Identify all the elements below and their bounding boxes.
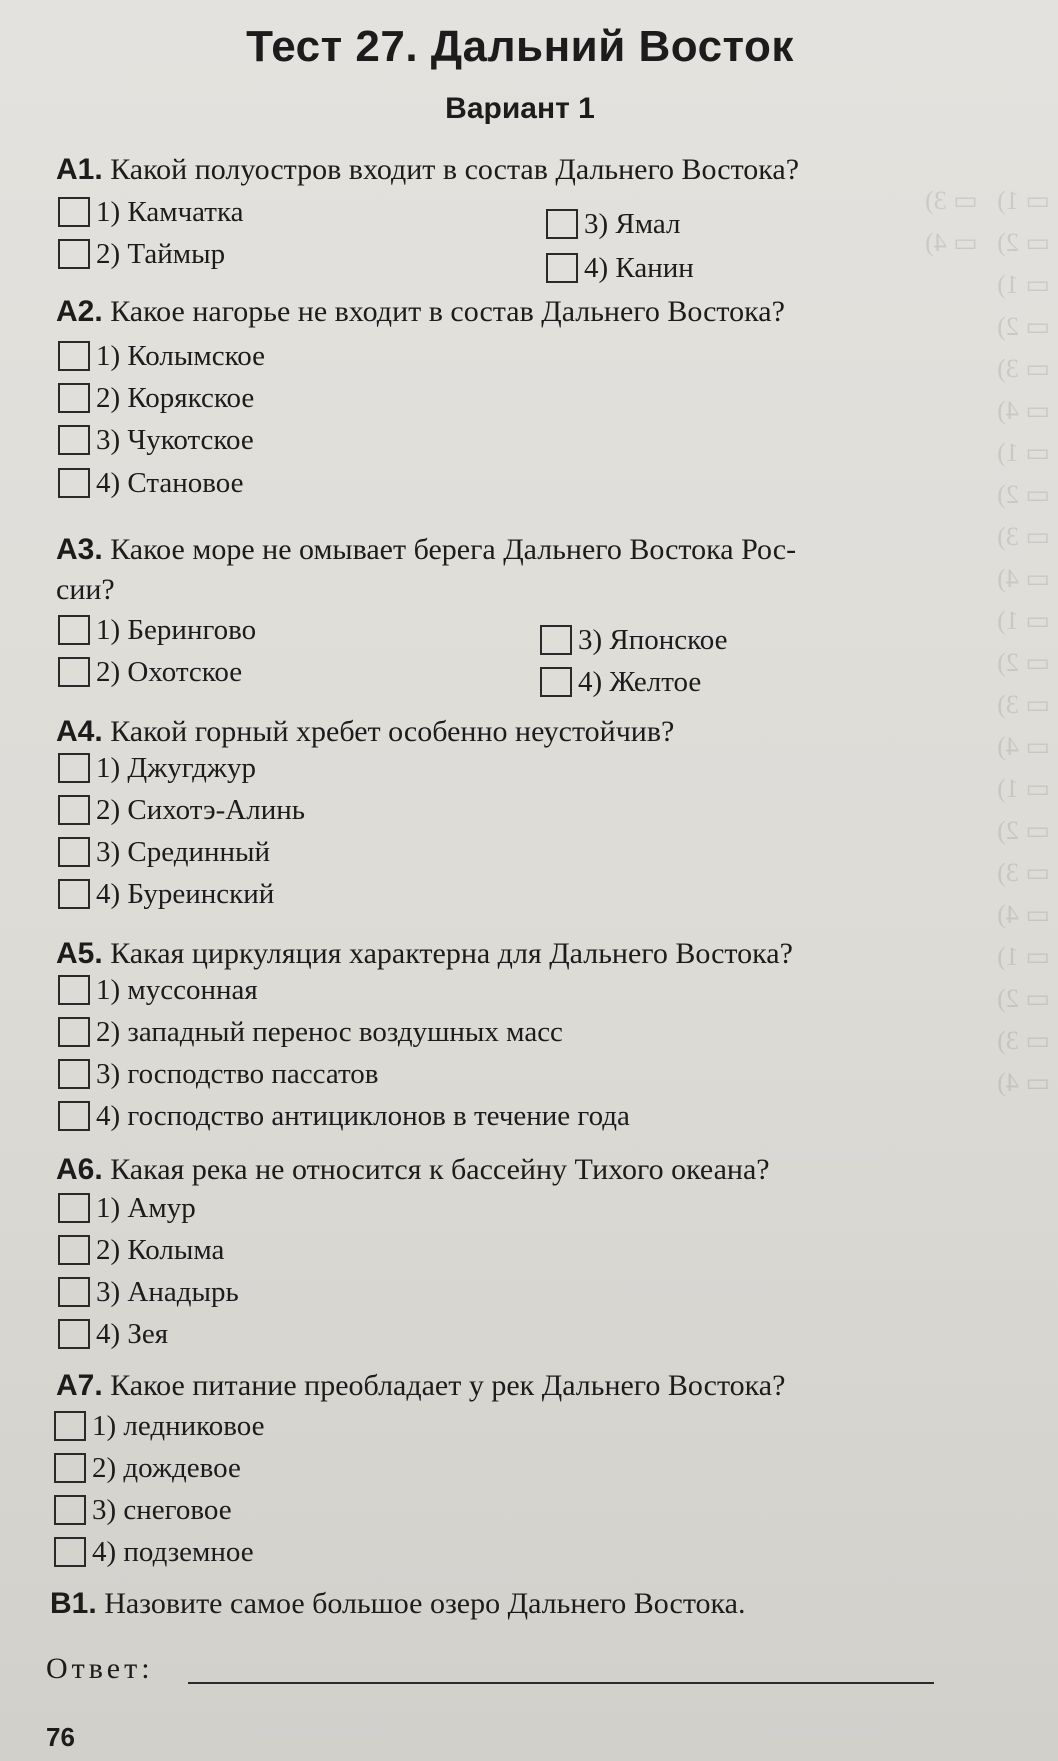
option-label: 2) Охотское — [96, 656, 243, 688]
option-a6-4[interactable] — [58, 1316, 168, 1352]
question-number: А4. — [56, 715, 103, 748]
option-a2-4[interactable] — [58, 465, 244, 501]
question-text: Какой полуостров входит в состав Дальнего Востока? — [110, 153, 800, 186]
question-number: А2. — [56, 295, 103, 328]
option-label: 3) Японское — [578, 624, 728, 656]
option-label: 3) господство пассатов — [96, 1058, 379, 1090]
checkbox[interactable] — [546, 253, 578, 283]
option-a6-3[interactable] — [58, 1274, 239, 1310]
page-title: Тест 27. Дальний Восток — [246, 22, 794, 71]
option-label: 3) Срединный — [96, 836, 271, 868]
question-text: Назовите самое большое озеро Дальнего Востока. — [104, 1587, 746, 1620]
question-text: Какая река не относится к бассейну Тихого океана? — [110, 1153, 770, 1186]
option-label: 2) Сихотэ-Алинь — [96, 794, 305, 826]
option-a1-4[interactable] — [546, 250, 694, 286]
checkbox[interactable] — [58, 615, 90, 645]
option-a3-3[interactable] — [540, 622, 728, 658]
option-a1-3[interactable] — [546, 206, 681, 242]
option-label: 4) Канин — [584, 252, 694, 284]
question-a7 — [56, 1366, 986, 1406]
option-a1-2[interactable] — [58, 236, 225, 272]
question-number: В1. — [50, 1587, 97, 1620]
checkbox[interactable] — [58, 1235, 90, 1265]
checkbox[interactable] — [58, 657, 90, 687]
option-label: 2) дождевое — [92, 1452, 241, 1484]
bleed-through-text: ▭ 1) ▭ 3) ▭ 2) ▭ 4) ▭ 1) ▭ 2) ▭ 3) ▭ 4) ▭ 1) ▭ 2) ▭ 3) ▭ 4) ▭ 1) ▭ 2) ▭ 3) ▭ 4) ▭ 1) ▭ 2) ▭ 3) ▭ 4) ▭ 1) ▭ 2) ▭ 3) ▭ 4) — [925, 186, 1050, 1097]
checkbox[interactable] — [58, 837, 90, 867]
option-label: 3) Ямал — [584, 208, 681, 240]
checkbox[interactable] — [540, 667, 572, 697]
option-a7-4[interactable] — [54, 1534, 254, 1570]
checkbox[interactable] — [58, 1101, 90, 1131]
checkbox[interactable] — [58, 468, 90, 498]
checkbox[interactable] — [54, 1453, 86, 1483]
option-a4-4[interactable] — [58, 876, 274, 912]
checkbox[interactable] — [58, 239, 90, 269]
checkbox[interactable] — [58, 1059, 90, 1089]
option-label: 1) Колымское — [96, 340, 265, 372]
question-number: А5. — [56, 937, 103, 970]
option-label: 1) Камчатка — [96, 196, 244, 228]
checkbox[interactable] — [58, 1277, 90, 1307]
checkbox[interactable] — [54, 1537, 86, 1567]
option-label: 1) Амур — [96, 1192, 196, 1224]
option-a2-1[interactable] — [58, 338, 265, 374]
checkbox[interactable] — [58, 197, 90, 227]
question-text: Какой горный хребет особенно неустойчив? — [110, 715, 675, 748]
option-a2-3[interactable] — [58, 422, 254, 458]
question-text: Какое нагорье не входит в состав Дальнего Востока? — [110, 295, 785, 328]
question-number: А7. — [56, 1369, 103, 1402]
checkbox[interactable] — [58, 341, 90, 371]
option-label: 2) Корякское — [96, 382, 255, 414]
option-label: 4) господство антициклонов в течение года — [96, 1100, 630, 1132]
answer-label: Ответ: — [46, 1652, 154, 1685]
question-text: Какое питание преобладает у рек Дальнего Востока? — [110, 1369, 786, 1402]
checkbox[interactable] — [58, 425, 90, 455]
option-label: 4) Желтое — [578, 666, 702, 698]
option-a1-1[interactable] — [58, 194, 244, 230]
option-a5-4[interactable] — [58, 1098, 630, 1134]
option-label: 1) Джугджур — [96, 752, 256, 784]
checkbox[interactable] — [58, 753, 90, 783]
option-label: 3) снеговое — [92, 1494, 232, 1526]
option-a4-3[interactable] — [58, 834, 270, 870]
checkbox[interactable] — [540, 625, 572, 655]
question-number: А3. — [56, 533, 103, 566]
option-label: 1) ледниковое — [92, 1410, 265, 1442]
option-label: 2) Колыма — [96, 1234, 225, 1266]
option-a2-2[interactable] — [58, 380, 254, 416]
option-label: 1) Берингово — [96, 614, 257, 646]
question-a1 — [56, 150, 986, 190]
option-a3-1[interactable] — [58, 612, 256, 648]
checkbox[interactable] — [58, 975, 90, 1005]
option-a5-3[interactable] — [58, 1056, 379, 1092]
option-label: 2) Таймыр — [96, 238, 226, 270]
question-a5 — [56, 934, 986, 974]
question-a4 — [56, 712, 986, 752]
answer-input-line[interactable] — [188, 1682, 934, 1684]
option-label: 4) Буреинский — [96, 878, 275, 910]
checkbox[interactable] — [546, 209, 578, 239]
checkbox[interactable] — [54, 1495, 86, 1525]
checkbox[interactable] — [58, 795, 90, 825]
option-label: 4) Становое — [96, 467, 244, 499]
option-label: 4) Зея — [96, 1318, 169, 1350]
option-a4-1[interactable] — [58, 750, 256, 786]
question-b1 — [50, 1584, 980, 1624]
checkbox[interactable] — [58, 1017, 90, 1047]
option-label: 2) западный перенос воздушных масс — [96, 1016, 563, 1048]
option-label: 1) муссонная — [96, 974, 258, 1006]
checkbox[interactable] — [58, 879, 90, 909]
option-label: 3) Чукотское — [96, 424, 254, 456]
option-a7-1[interactable] — [54, 1408, 265, 1444]
question-text: Какое море не омывает берега Дальнего Востока Рос- — [110, 533, 797, 566]
option-a5-2[interactable] — [58, 1014, 563, 1050]
option-a6-2[interactable] — [58, 1232, 224, 1268]
question-number: А6. — [56, 1153, 103, 1186]
variant-heading: Вариант 1 — [445, 92, 595, 125]
question-a2 — [56, 292, 986, 332]
option-a4-2[interactable] — [58, 792, 305, 828]
option-a5-1[interactable] — [58, 972, 258, 1008]
checkbox[interactable] — [58, 1319, 90, 1349]
page-number: 76 — [46, 1722, 75, 1752]
option-a7-3[interactable] — [54, 1492, 232, 1528]
option-a3-2[interactable] — [58, 654, 242, 690]
question-text: Какая циркуляция характерна для Дальнего Востока? — [110, 937, 793, 970]
question-a3 — [56, 530, 986, 610]
option-label: 4) подземное — [92, 1536, 254, 1568]
question-text-continued: сии? — [56, 573, 115, 606]
checkbox[interactable] — [58, 383, 90, 413]
question-a6 — [56, 1150, 986, 1190]
checkbox[interactable] — [54, 1411, 86, 1441]
option-a6-1[interactable] — [58, 1190, 196, 1226]
question-number: А1. — [56, 153, 103, 186]
checkbox[interactable] — [58, 1193, 90, 1223]
option-a7-2[interactable] — [54, 1450, 241, 1486]
option-a3-4[interactable] — [540, 664, 701, 700]
option-label: 3) Анадырь — [96, 1276, 239, 1308]
